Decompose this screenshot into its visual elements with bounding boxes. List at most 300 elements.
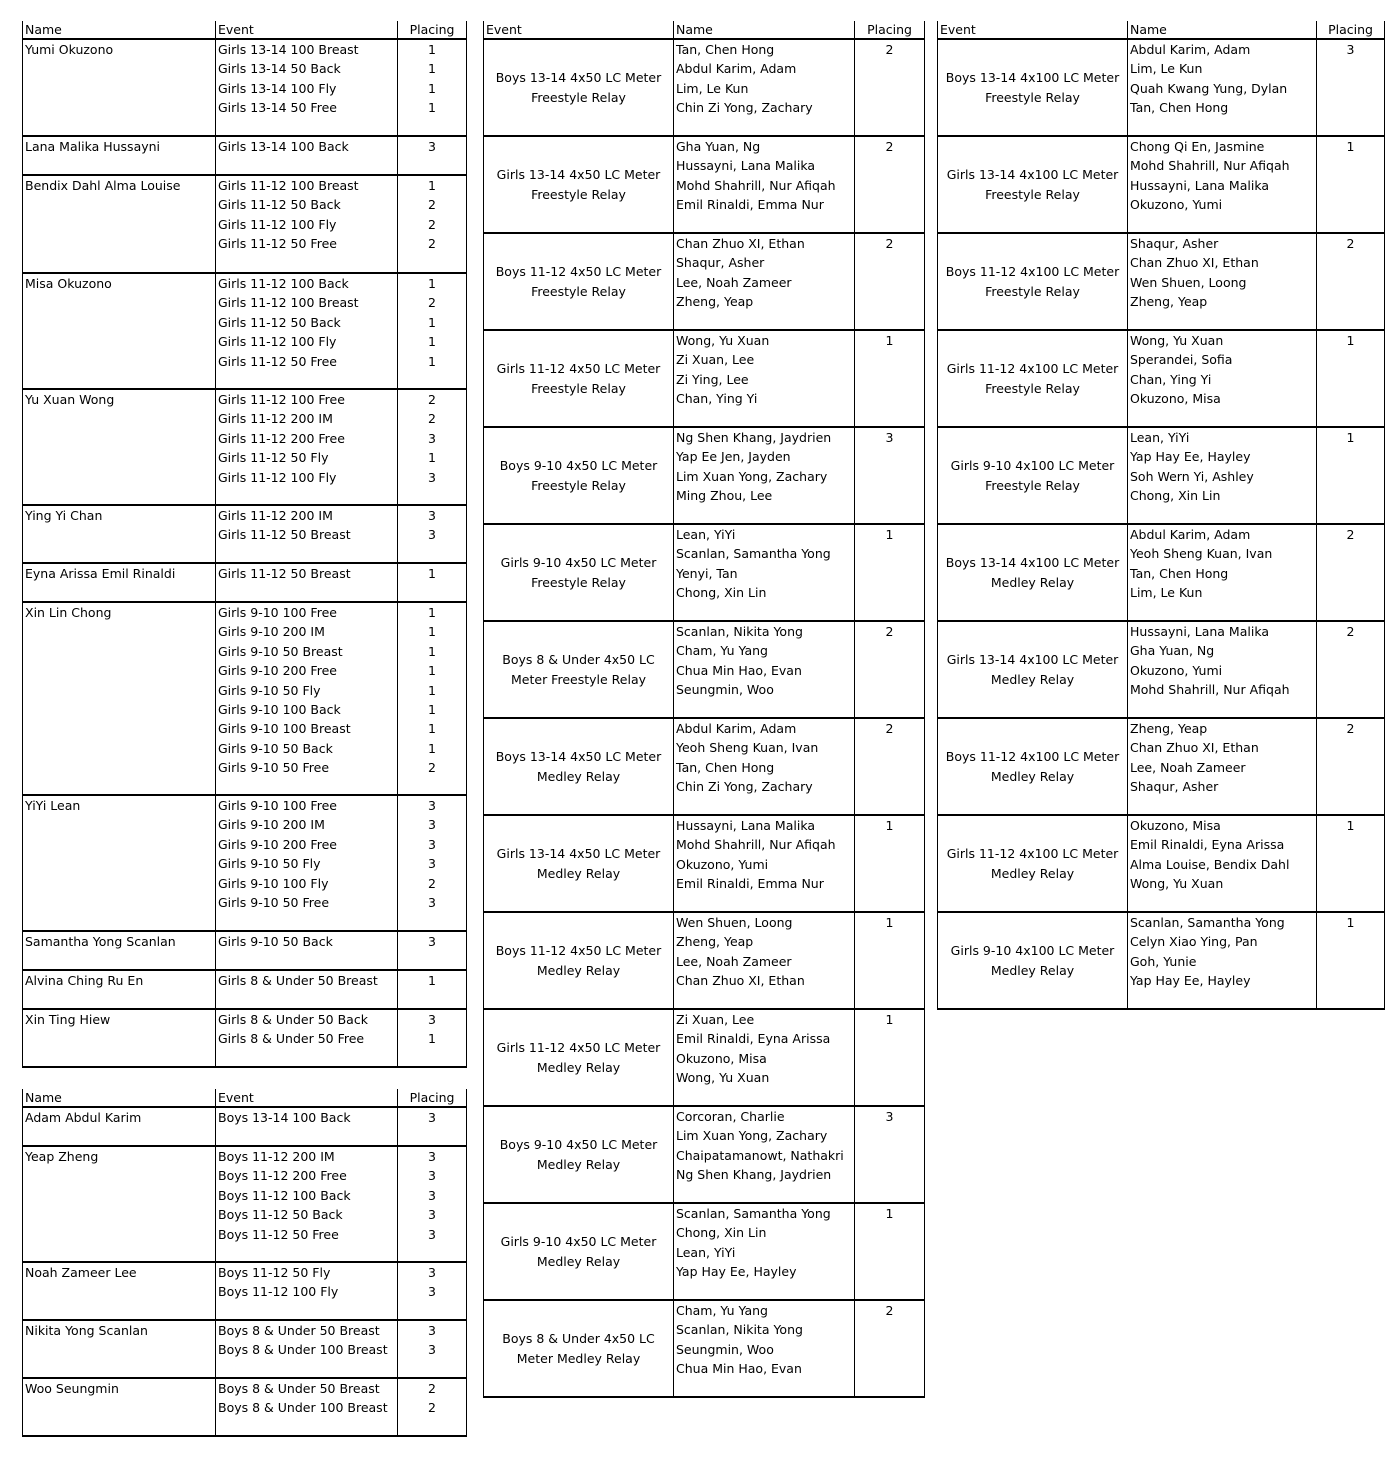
relay-swimmers: [674, 233, 855, 330]
swimmer-name: Misa Okuzono: [23, 273, 216, 389]
swimmer-name: Yu Xuan Wong: [23, 389, 216, 505]
placing-value: 3: [428, 139, 436, 154]
swimmer-name: Mohd Shahrill, Nur Afiqah: [1130, 682, 1290, 698]
placing-value: 1: [428, 80, 436, 96]
event-cell: [216, 175, 398, 273]
swimmer-name: Goh, Yunie: [1130, 953, 1197, 969]
swimmer-name: Alma Louise, Bendix Dahl: [1130, 856, 1290, 872]
header-row: [23, 21, 467, 39]
swimmer-name: Seungmin, Woo: [676, 1341, 774, 1357]
table-row: [23, 602, 467, 795]
placing-cell: [398, 1009, 467, 1067]
event-cell: [216, 273, 398, 389]
relay-event-name: Girls 11-12 4x50 LC Meter Freestyle Relay: [484, 330, 674, 427]
swimmer-name: Chin Zi Yong, Zachary: [676, 100, 813, 116]
swimmer-name: Lean, YiYi: [1130, 430, 1190, 445]
swimmer-name: Samantha Yong Scanlan: [23, 931, 216, 970]
table-row: [23, 273, 467, 389]
event-label: Boys 13-14 100 Back: [218, 1110, 351, 1125]
swimmer-name: Chan Zhuo XI, Ethan: [676, 973, 805, 989]
placing-value: 2: [855, 136, 925, 233]
relay-4x50-table: [483, 21, 925, 1398]
swimmer-name: Hussayni, Lana Malika: [676, 818, 815, 833]
placing-value: 1: [428, 663, 436, 679]
relay-swimmers: [1128, 718, 1317, 815]
placing-cell: [398, 273, 467, 389]
placing-value: 3: [428, 836, 436, 852]
event-label: Girls 11-12 50 Breast: [218, 527, 351, 543]
placing-value: 1: [428, 973, 436, 988]
swimmer-name: Seungmin, Woo: [676, 682, 774, 698]
swimmer-name: Sperandei, Sofia: [1130, 352, 1233, 368]
table-row: [23, 1146, 467, 1262]
event-cell: [216, 39, 398, 136]
table-row: [23, 931, 467, 970]
placing-value: 2: [1317, 718, 1385, 815]
placing-value: 1: [855, 912, 925, 1009]
event-label: Girls 11-12 100 Fly: [218, 469, 337, 485]
swimmer-name: Mohd Shahrill, Nur Afiqah: [676, 837, 836, 853]
swimmer-name: Okuzono, Yumi: [1130, 197, 1223, 213]
header-placing: Placing: [398, 1089, 467, 1107]
header-name: Name: [1128, 21, 1317, 39]
relay-row: [484, 39, 925, 136]
placing-value: 3: [428, 1012, 436, 1027]
event-label: Girls 13-14 100 Breast: [218, 42, 359, 57]
placing-value: 3: [428, 1284, 436, 1300]
event-cell: [216, 1378, 398, 1436]
placing-cell: [398, 136, 467, 175]
relay-event-name: Boys 8 & Under 4x50 LC Meter Medley Relay: [484, 1300, 674, 1397]
event-label: Boys 8 & Under 50 Breast: [218, 1381, 380, 1396]
relay-swimmers: [1128, 233, 1317, 330]
table-row: [23, 1107, 467, 1146]
placing-value: 3: [428, 1342, 436, 1358]
relay-swimmers: [1128, 330, 1317, 427]
placing-value: 3: [428, 1187, 436, 1203]
placing-value: 1: [428, 276, 436, 291]
relay-row: [484, 233, 925, 330]
placing-value: 3: [855, 1106, 925, 1203]
table-row: [23, 970, 467, 1009]
relay-row: [484, 136, 925, 233]
placing-value: 2: [428, 216, 436, 232]
relay-swimmers: [674, 718, 855, 815]
boys-individual-table: [22, 1089, 467, 1437]
swimmer-name: Alvina Ching Ru En: [23, 970, 216, 1009]
placing-value: 2: [428, 236, 436, 252]
relay-event-name: Girls 9-10 4x50 LC Meter Freestyle Relay: [484, 524, 674, 621]
swimmer-name: Mohd Shahrill, Nur Afiqah: [1130, 158, 1290, 174]
swimmer-name: Okuzono, Misa: [1130, 818, 1221, 833]
placing-value: 3: [1317, 39, 1385, 136]
swimmer-name: Ng Shen Khang, Jaydrien: [676, 1167, 832, 1183]
placing-value: 2: [855, 718, 925, 815]
placing-value: 1: [855, 1203, 925, 1300]
relay-swimmers: [1128, 524, 1317, 621]
relay-row: [938, 815, 1385, 912]
header-row: [23, 1089, 467, 1107]
placing-value: 1: [428, 740, 436, 756]
swimmer-name: Gha Yuan, Ng: [676, 139, 761, 154]
event-cell: [216, 136, 398, 175]
swimmer-name: Ming Zhou, Lee: [676, 488, 773, 504]
placing-value: 1: [428, 682, 436, 698]
swimmer-name: Chan, Ying Yi: [676, 391, 758, 407]
swimmer-name: Zheng, Yeap: [1130, 721, 1208, 736]
swimmer-name: Scanlan, Samantha Yong: [1130, 915, 1285, 930]
placing-value: 1: [855, 330, 925, 427]
relay-row: [484, 815, 925, 912]
swimmer-name: Lean, YiYi: [676, 527, 736, 542]
placing-value: 2: [428, 295, 436, 311]
placing-value: 1: [428, 643, 436, 659]
swimmer-name: Lim Xuan Yong, Zachary: [676, 468, 828, 484]
placing-value: 3: [428, 1149, 436, 1164]
event-label: Boys 11-12 50 Back: [218, 1207, 343, 1223]
placing-value: 2: [428, 1381, 436, 1396]
swimmer-name: Shaqur, Asher: [1130, 779, 1219, 795]
swimmer-name: Okuzono, Misa: [676, 1050, 767, 1066]
placing-cell: [398, 602, 467, 795]
placing-value: 1: [428, 334, 436, 350]
swimmer-name: Chin Zi Yong, Zachary: [676, 779, 813, 795]
event-label: Boys 11-12 100 Back: [218, 1187, 351, 1203]
relay-event-name: Boys 8 & Under 4x50 LC Meter Freestyle Relay: [484, 621, 674, 718]
event-label: Boys 8 & Under 100 Breast: [218, 1342, 388, 1358]
placing-value: 3: [855, 427, 925, 524]
swimmer-name: Celyn Xiao Ying, Pan: [1130, 934, 1258, 950]
relay-event-name: Boys 11-12 4x50 LC Meter Medley Relay: [484, 912, 674, 1009]
relay-swimmers: [674, 427, 855, 524]
relay-swimmers: [674, 136, 855, 233]
placing-value: 1: [855, 1009, 925, 1106]
swimmer-name: Soh Wern Yi, Ashley: [1130, 468, 1254, 484]
placing-value: 1: [1317, 136, 1385, 233]
relay-swimmers: [1128, 815, 1317, 912]
relay-row: [484, 718, 925, 815]
relay-event-name: Girls 9-10 4x100 LC Meter Medley Relay: [938, 912, 1128, 1009]
placing-value: 1: [428, 701, 436, 717]
swimmer-name: Xin Lin Chong: [23, 602, 216, 795]
swimmer-name: Wong, Yu Xuan: [676, 333, 770, 348]
table-row: [23, 563, 467, 602]
placing-cell: [398, 505, 467, 563]
placing-value: 2: [428, 875, 436, 891]
event-label: Boys 11-12 50 Free: [218, 1226, 339, 1242]
event-label: Girls 8 & Under 50 Free: [218, 1031, 365, 1047]
placing-value: 1: [428, 353, 436, 369]
placing-value: 3: [428, 1323, 436, 1338]
event-label: Girls 9-10 100 Breast: [218, 721, 351, 737]
relay-row: [938, 233, 1385, 330]
event-label: Girls 11-12 50 Back: [218, 197, 341, 213]
relay-swimmers: [674, 524, 855, 621]
swimmer-name: Scanlan, Samantha Yong: [676, 1206, 831, 1221]
swimmer-name: Zi Ying, Lee: [676, 371, 749, 387]
header-row: [484, 21, 925, 39]
placing-value: 1: [428, 566, 436, 581]
event-cell: [216, 563, 398, 602]
placing-value: 1: [1317, 815, 1385, 912]
event-label: Girls 9-10 50 Fly: [218, 856, 321, 872]
event-label: Girls 13-14 100 Back: [218, 139, 349, 154]
table-row: [23, 1262, 467, 1320]
event-label: Girls 9-10 50 Free: [218, 894, 330, 910]
relay-event-name: Boys 13-14 4x50 LC Meter Freestyle Relay: [484, 39, 674, 136]
placing-cell: [398, 1146, 467, 1262]
event-cell: [216, 389, 398, 505]
swimmer-name: Yeap Zheng: [23, 1146, 216, 1262]
swimmer-name: Scanlan, Nikita Yong: [676, 1322, 803, 1338]
header-name: Name: [23, 1089, 216, 1107]
event-cell: [216, 970, 398, 1009]
swimmer-name: Lee, Noah Zameer: [676, 274, 792, 290]
relay-swimmers: [674, 1203, 855, 1300]
placing-value: 2: [428, 197, 436, 213]
relay-row: [484, 621, 925, 718]
relay-4x100-table: [937, 21, 1385, 1010]
relay-event-name: Girls 13-14 4x100 LC Meter Medley Relay: [938, 621, 1128, 718]
header-event: Event: [216, 21, 398, 39]
placing-cell: [398, 1107, 467, 1146]
event-label: Girls 11-12 50 Back: [218, 314, 341, 330]
swimmer-name: Chan Zhuo XI, Ethan: [1130, 255, 1259, 271]
relay-swimmers: [674, 621, 855, 718]
event-cell: [216, 602, 398, 795]
relay-swimmers: [674, 912, 855, 1009]
placing-value: 3: [428, 856, 436, 872]
placing-value: 1: [428, 61, 436, 77]
relay-swimmers: [674, 39, 855, 136]
placing-value: 2: [428, 1400, 436, 1416]
relay-row: [484, 1300, 925, 1397]
event-cell: [216, 1320, 398, 1378]
swimmer-name: Okuzono, Yumi: [676, 856, 769, 872]
placing-value: 3: [428, 469, 436, 485]
header-name: Name: [674, 21, 855, 39]
event-cell: [216, 1146, 398, 1262]
placing-value: 2: [855, 39, 925, 136]
relay-row: [484, 1203, 925, 1300]
relay-row: [484, 912, 925, 1009]
placing-value: 2: [1317, 524, 1385, 621]
swimmer-name: Chan Zhuo XI, Ethan: [676, 236, 805, 251]
relay-row: [484, 1009, 925, 1106]
event-label: Girls 11-12 100 Fly: [218, 216, 337, 232]
placing-value: 3: [428, 1265, 436, 1280]
swimmer-name: Ng Shen Khang, Jaydrien: [676, 430, 832, 445]
placing-value: 1: [428, 624, 436, 640]
relay-row: [938, 621, 1385, 718]
relay-row: [484, 524, 925, 621]
swimmer-name: Zi Xuan, Lee: [676, 1012, 755, 1027]
swimmer-name: Tan, Chen Hong: [1130, 100, 1229, 116]
swimmer-name: Scanlan, Samantha Yong: [676, 546, 831, 562]
placing-cell: [398, 39, 467, 136]
event-label: Girls 11-12 200 IM: [218, 508, 333, 523]
table-row: [23, 1378, 467, 1436]
event-label: Girls 11-12 100 Back: [218, 276, 349, 291]
event-label: Boys 11-12 50 Fly: [218, 1265, 331, 1280]
table-row: [23, 136, 467, 175]
swimmer-name: Chan, Ying Yi: [1130, 371, 1212, 387]
table-row: [23, 39, 467, 136]
table-row: [23, 1320, 467, 1378]
swimmer-name: Abdul Karim, Adam: [1130, 42, 1251, 57]
placing-value: 1: [428, 450, 436, 466]
placing-cell: [398, 970, 467, 1009]
event-label: Girls 9-10 100 Fly: [218, 875, 329, 891]
swimmer-name: Yap Ee Jen, Jayden: [676, 449, 791, 465]
event-label: Boys 11-12 200 IM: [218, 1149, 335, 1164]
placing-value: 1: [1317, 427, 1385, 524]
swimmer-name: Zheng, Yeap: [1130, 294, 1208, 310]
relay-swimmers: [674, 815, 855, 912]
relay-event-name: Girls 13-14 4x100 LC Meter Freestyle Relay: [938, 136, 1128, 233]
relay-row: [938, 427, 1385, 524]
relay-row: [484, 1106, 925, 1203]
placing-cell: [398, 1262, 467, 1320]
swimmer-name: Lee, Noah Zameer: [1130, 759, 1246, 775]
relay-event-name: Boys 11-12 4x50 LC Meter Freestyle Relay: [484, 233, 674, 330]
swimmer-name: Tan, Chen Hong: [676, 42, 775, 57]
swimmer-name: Yenyi, Tan: [676, 565, 738, 581]
event-label: Girls 11-12 200 Free: [218, 430, 345, 446]
placing-cell: [398, 1378, 467, 1436]
swimmer-name: Nikita Yong Scanlan: [23, 1320, 216, 1378]
swimmer-name: Yeoh Sheng Kuan, Ivan: [1130, 546, 1273, 562]
placing-value: 2: [428, 760, 436, 776]
girls-individual-table: [22, 21, 467, 1068]
relay-swimmers: [1128, 39, 1317, 136]
table-row: [23, 175, 467, 273]
event-label: Boys 8 & Under 100 Breast: [218, 1400, 388, 1416]
placing-value: 1: [428, 605, 436, 620]
relay-event-name: Girls 11-12 4x100 LC Meter Freestyle Relay: [938, 330, 1128, 427]
table-row: [23, 1009, 467, 1067]
relay-event-name: Girls 13-14 4x50 LC Meter Medley Relay: [484, 815, 674, 912]
event-label: Girls 9-10 200 IM: [218, 817, 325, 833]
placing-value: 2: [855, 1300, 925, 1397]
relay-swimmers: [674, 330, 855, 427]
relay-row: [938, 330, 1385, 427]
event-label: Girls 9-10 50 Free: [218, 760, 330, 776]
relay-event-name: Girls 11-12 4x100 LC Meter Medley Relay: [938, 815, 1128, 912]
header-placing: Placing: [1317, 21, 1385, 39]
swimmer-name: Lim Xuan Yong, Zachary: [676, 1128, 828, 1144]
swimmer-name: Yap Hay Ee, Hayley: [676, 1264, 797, 1280]
swimmer-name: Noah Zameer Lee: [23, 1262, 216, 1320]
header-placing: Placing: [398, 21, 467, 39]
swimmer-name: Hussayni, Lana Malika: [676, 158, 815, 174]
event-label: Boys 11-12 200 Free: [218, 1168, 347, 1184]
event-label: Girls 13-14 50 Free: [218, 100, 337, 116]
event-cell: [216, 505, 398, 563]
swimmer-name: Chua Min Hao, Evan: [676, 662, 802, 678]
swimmer-name: Chaipatamanowt, Nathakri: [676, 1147, 844, 1163]
event-label: Girls 9-10 200 IM: [218, 624, 325, 640]
swimmer-name: Cham, Yu Yang: [676, 643, 768, 659]
swimmer-name: Chan Zhuo XI, Ethan: [1130, 740, 1259, 756]
relay-event-name: Boys 13-14 4x100 LC Meter Medley Relay: [938, 524, 1128, 621]
placing-cell: [398, 175, 467, 273]
event-label: Girls 9-10 100 Free: [218, 798, 337, 813]
placing-cell: [398, 931, 467, 970]
swimmer-name: Zheng, Yeap: [676, 934, 754, 950]
placing-value: 3: [428, 508, 436, 523]
placing-value: 3: [428, 798, 436, 813]
swimmer-name: Bendix Dahl Alma Louise: [23, 175, 216, 273]
swimmer-name: Quah Kwang Yung, Dylan: [1130, 80, 1288, 96]
event-label: Girls 11-12 100 Fly: [218, 334, 337, 350]
relay-event-name: Boys 13-14 4x50 LC Meter Medley Relay: [484, 718, 674, 815]
relay-row: [938, 912, 1385, 1009]
swimmer-name: Wen Shuen, Loong: [676, 915, 793, 930]
event-label: Girls 11-12 50 Fly: [218, 450, 329, 466]
swimmer-name: Shaqur, Asher: [1130, 236, 1219, 251]
swimmer-name: Chong Qi En, Jasmine: [1130, 139, 1265, 154]
swimmer-name: Yap Hay Ee, Hayley: [1130, 449, 1251, 465]
placing-value: 3: [428, 817, 436, 833]
swimmer-name: Hussayni, Lana Malika: [1130, 177, 1269, 193]
relay-row: [938, 136, 1385, 233]
swimmer-name: Scanlan, Nikita Yong: [676, 624, 803, 639]
placing-value: 3: [428, 1226, 436, 1242]
relay-swimmers: [674, 1106, 855, 1203]
placing-value: 3: [428, 894, 436, 910]
placing-value: 1: [855, 524, 925, 621]
swimmer-name: Emil Rinaldi, Eyna Arissa: [676, 1031, 831, 1047]
placing-value: 3: [428, 1207, 436, 1223]
event-label: Girls 9-10 50 Back: [218, 934, 333, 949]
swimmer-name: Abdul Karim, Adam: [1130, 527, 1251, 542]
relay-event-name: Boys 11-12 4x100 LC Meter Freestyle Relay: [938, 233, 1128, 330]
placing-cell: [398, 1320, 467, 1378]
swimmer-name: Hussayni, Lana Malika: [1130, 624, 1269, 639]
swimmer-name: Lean, YiYi: [676, 1244, 736, 1260]
relay-event-name: Girls 13-14 4x50 LC Meter Freestyle Relay: [484, 136, 674, 233]
event-cell: [216, 1107, 398, 1146]
placing-value: 2: [855, 621, 925, 718]
event-label: Girls 13-14 50 Back: [218, 61, 341, 77]
swimmer-name: Lim, Le Kun: [676, 80, 749, 96]
event-label: Girls 9-10 200 Free: [218, 663, 337, 679]
swimmer-name: Okuzono, Yumi: [1130, 662, 1223, 678]
placing-value: 3: [428, 430, 436, 446]
header-name: Name: [23, 21, 216, 39]
swimmer-name: Shaqur, Asher: [676, 255, 765, 271]
swimmer-name: Lana Malika Hussayni: [23, 136, 216, 175]
swimmer-name: Eyna Arissa Emil Rinaldi: [23, 563, 216, 602]
event-label: Girls 11-12 100 Free: [218, 392, 345, 407]
event-label: Girls 9-10 50 Back: [218, 740, 333, 756]
header-event: Event: [216, 1089, 398, 1107]
event-label: Girls 11-12 100 Breast: [218, 178, 359, 193]
event-label: Girls 9-10 100 Back: [218, 701, 341, 717]
relay-event-name: Girls 11-12 4x50 LC Meter Medley Relay: [484, 1009, 674, 1106]
swimmer-name: Woo Seungmin: [23, 1378, 216, 1436]
placing-cell: [398, 389, 467, 505]
relay-row: [484, 427, 925, 524]
placing-value: 2: [1317, 621, 1385, 718]
swimmer-name: Chong, Xin Lin: [1130, 488, 1221, 504]
swimmer-name: Tan, Chen Hong: [676, 759, 775, 775]
placing-value: 2: [1317, 233, 1385, 330]
event-cell: [216, 1009, 398, 1067]
swimmer-name: Gha Yuan, Ng: [1130, 643, 1215, 659]
event-label: Boys 8 & Under 50 Breast: [218, 1323, 380, 1338]
